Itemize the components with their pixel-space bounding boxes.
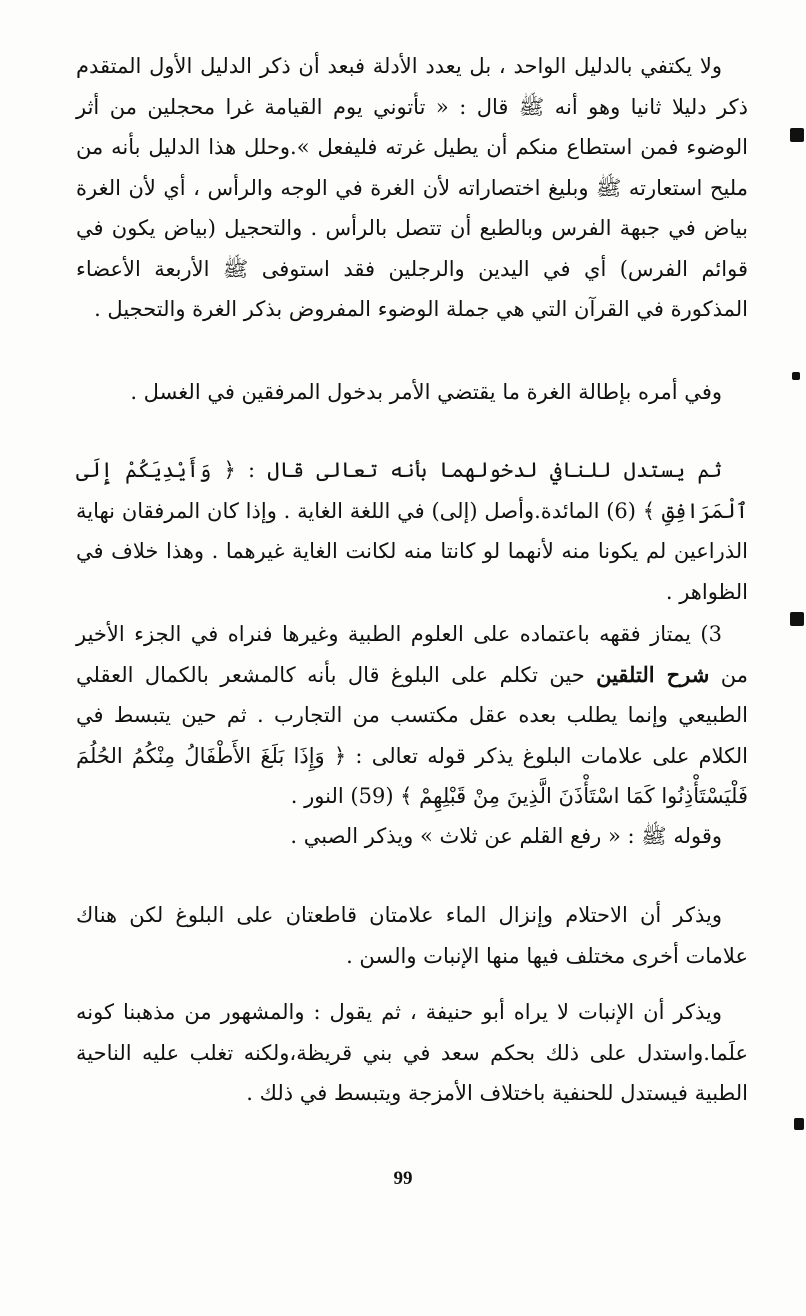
paragraph-5-text: وقوله ﷺ : « رفع القلم عن ثلاث » ويذكر الصبي . xyxy=(290,824,722,848)
paragraph-7-text: ويذكر أن الإنبات لا يراه أبو حنيفة ، ثم يقول : والمشهور من مذهبنا كونه علَما.واستدل على ذلك بحكم سعد في بني قريظة،ولكنه تغلب عليه الناحية الطبية فيستدل للحنفية باختلاف الأمزجة ويتبسط في ذلك . xyxy=(76,1000,748,1105)
paragraph-7 xyxy=(76,992,748,1114)
scan-edge-mark xyxy=(792,372,800,380)
paragraph-5 xyxy=(76,816,748,857)
paragraph-4-rest: الطبيعي وإنما يطلب بعده عقل مكتسب من التجارب . ثم حين يتبسط في الكلام على علامات البلوغ يذكر قوله تعالى : ﴿ وَإِذَا بَلَغَ الأَطْفَالُ مِنْكُمُ الحُلُمَ فَلْيَسْتَأْذِنُوا كَمَا اسْتَأْذَنَ الَّذِينَ مِنْ قَبْلِهِمْ ﴾ (59) النور . xyxy=(76,703,748,808)
paragraph-6-text: ويذكر أن الاحتلام وإنزال الماء علامتان قاطعتان على البلوغ لكن هناك علامات أخرى مختلف فيها منها الإنبات والسن . xyxy=(76,903,748,968)
paragraph-4-mid: حين تكلم على البلوغ قال بأنه كالمشعر بالكمال العقلي xyxy=(76,662,597,687)
paragraph-6 xyxy=(76,895,748,976)
paragraph-3-text: ثم يستدل للنافي لدخولهما بأنه تعالى قال : ﴿ وَأَيْدِيَكُمْ إِلَى ٱلْمَرَافِقِ ﴾ (6) المائدة.وأصل (إلى) في اللغة الغاية . وإذا كان المرفقان نهاية الذراعين لم يكونا منه لأنهما لو كانتا منه لكانت الغاية غيرهما . وهذا خلاف في الظواهر . xyxy=(76,458,749,604)
page-number: 99 xyxy=(393,1168,413,1189)
paragraph-2 xyxy=(76,372,748,413)
scan-edge-mark xyxy=(794,1118,804,1130)
paragraph-1 xyxy=(76,46,748,330)
paragraph-4-text xyxy=(76,614,748,817)
paragraph-2-text: وفي أمره بإطالة الغرة ما يقتضي الأمر بدخول المرفقين في الغسل . xyxy=(130,380,722,404)
scan-edge-mark xyxy=(790,128,804,142)
scan-edge-mark xyxy=(790,612,804,626)
paragraph-4-lead: 3) يمتاز فقهه باعتماده على العلوم الطبية وغيرها فنراه في الجزء الأخير من xyxy=(76,622,748,687)
paragraph-3 xyxy=(76,450,748,612)
book-title-sharh-altalqin: شرح التلقين xyxy=(596,661,710,687)
paragraph-4 xyxy=(76,614,748,817)
paragraph-1-text: ولا يكتفي بالدليل الواحد ، بل يعدد الأدلة فبعد أن ذكر الدليل الأول المتقدم ذكر دليلا ثانيا وهو أنه ﷺ قال : « تأتوني يوم القيامة غرا محجلين من أثر الوضوء فمن استطاع منكم أن يطيل غرته فليفعل ».وحلل هذا الدليل بأنه من مليح استعارته ﷺ وبليغ اختصاراته لأن الغرة في الوجه والرأس ، أي لأن الغرة بياض في جبهة الفرس وبالطبع أن تتصل بالرأس . والتحجيل (بياض يكون في قوائم الفرس) أي في اليدين والرجلين فقد استوفى ﷺ الأربعة الأعضاء المذكورة في القرآن التي هي جملة الوضوء المفروض بذكر الغرة والتحجيل . xyxy=(76,54,748,321)
